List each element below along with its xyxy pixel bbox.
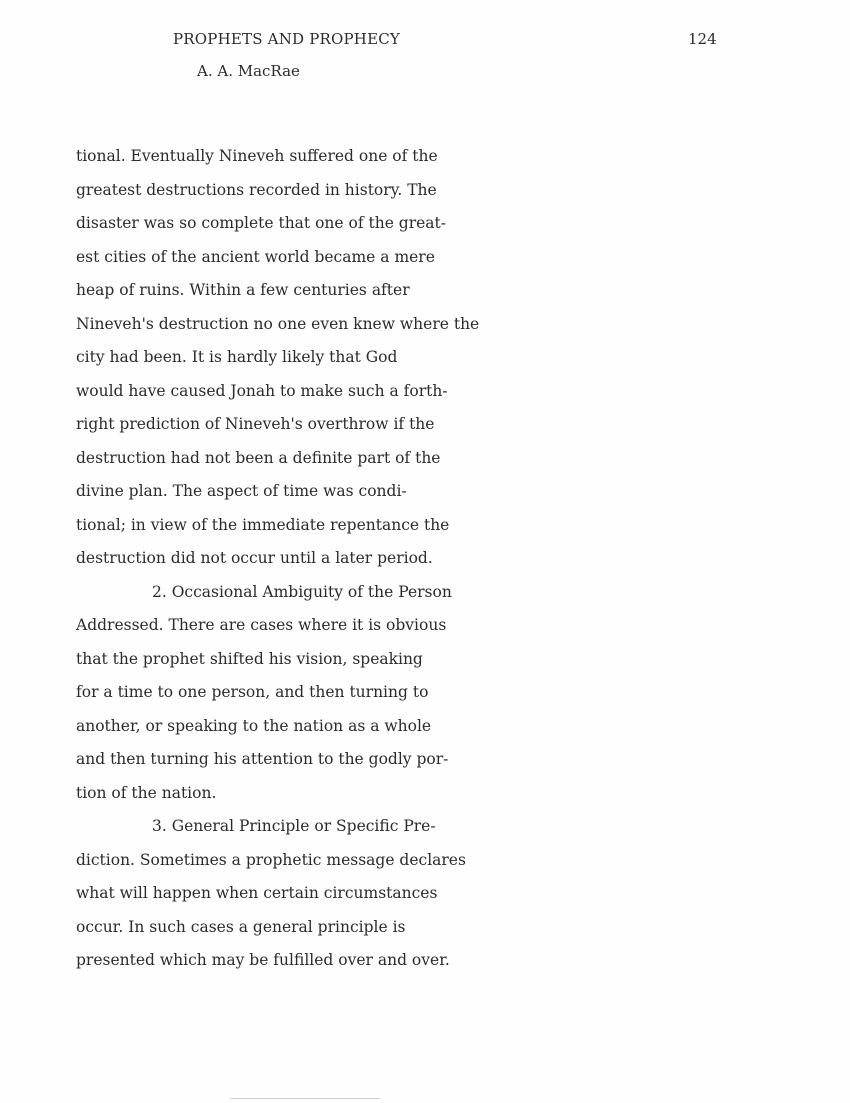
text-line: tional; in view of the immediate repentance the (76, 515, 450, 534)
page-number: 124 (688, 30, 717, 48)
text-line: greatest destructions recorded in history. The (76, 180, 437, 199)
text-line: city had been. It is hardly likely that God (76, 348, 398, 366)
text-line: another, or speaking to the nation as a whole (76, 716, 432, 735)
text-line: right prediction of Nineveh's overthrow if the (76, 415, 435, 433)
text-line: diction. Sometimes a prophetic message declares (76, 850, 466, 869)
text-line: heap of ruins. Within a few centuries after (76, 281, 410, 299)
section-heading-line: 3. General Principle or Specific Pre- (152, 817, 436, 835)
text-line: presented which may be fulfilled over and over. (76, 951, 450, 969)
text-line: tional. Eventually Nineveh suffered one of the (76, 147, 438, 165)
text-line: what will happen when certain circumstances (76, 884, 438, 902)
text-line: Addressed. There are cases where it is obvious (76, 616, 447, 634)
text-line: for a time to one person, and then turning to (76, 683, 429, 701)
section-heading-line: 2. Occasional Ambiguity of the Person (152, 582, 452, 601)
text-line: occur. In such cases a general principle is (76, 917, 406, 936)
running-header-title: PROPHETS AND PROPHECY (173, 30, 400, 48)
text-line: destruction did not occur until a later period. (76, 549, 433, 567)
text-line: destruction had not been a definite part of the (76, 448, 441, 467)
text-line: that the prophet shifted his vision, speaking (76, 649, 423, 668)
text-line: est cities of the ancient world became a mere (76, 247, 435, 266)
text-line: disaster was so complete that one of the great- (76, 214, 447, 232)
text-line: divine plan. The aspect of time was condi- (76, 482, 407, 500)
text-line: and then turning his attention to the godly por- (76, 750, 449, 768)
text-line: tion of the nation. (76, 783, 217, 802)
body-text (76, 140, 496, 978)
text-line: would have caused Jonah to make such a forth- (76, 381, 448, 400)
running-header-author: A. A. MacRae (197, 62, 300, 80)
scan-artifact-line (230, 1098, 380, 1099)
text-line: Nineveh's destruction no one even knew where the (76, 314, 480, 333)
